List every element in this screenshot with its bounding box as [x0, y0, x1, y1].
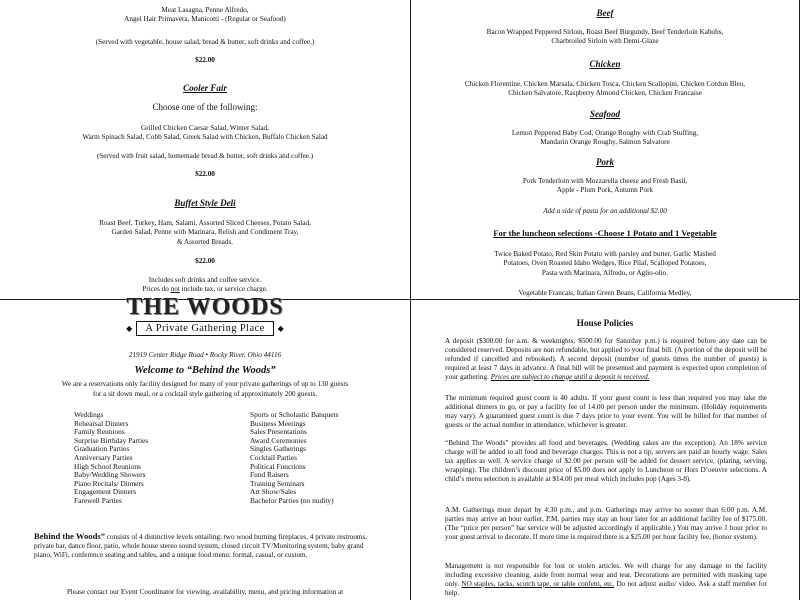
menu1-items-line1: Meat Lasagna, Penne Alfredo, [161, 6, 249, 14]
event-right-item: Award Ceremonies [250, 435, 307, 445]
potato-line1: Twice Baked Potato, Red Skin Potato with parsley and butter, Garlic Mashed [494, 250, 716, 258]
beef-items [411, 28, 799, 47]
panel-welcome [0, 294, 410, 600]
menu1-price: $22.00 [195, 56, 215, 64]
policy-management-text: Management is not responsible for lost or stolen articles. We will charge for any damage to the facility including excessive cleaning, aside from normal wear and tear. Decorations are permitted with masking tape only. [445, 562, 767, 588]
menu1-served: (Served with vegetable, house salad, bread & butter, soft drinks and coffee.) [95, 38, 315, 46]
intro-line1: We are a reservations only facility designed for many of your private gatherings of up to 130 guests [61, 380, 349, 388]
luncheon-title: For the luncheon selections -Choose 1 Potato and 1 Vegetable [493, 228, 717, 238]
policy-deposit [445, 337, 767, 382]
beef-title: Beef [596, 8, 614, 18]
event-right-item: Sales Presentations [250, 427, 307, 437]
pork-items-line1: Pork Tenderloin with Mozzarella cheese and Fresh Basil, [522, 177, 688, 185]
event-left-item: Weddings [74, 410, 104, 419]
policy-food-beverage: “Behind The Woods” provides all food and beverages. (Wedding cakes are the exception). An 18% service charge will be added to all food and beverage charges. This is not a tip, servers are paid an hourly wage. Sales tax applies as well. A service charge of $2.00 per person will be added for dessert service, (plating, serving, wrapping). The children’s discount price of $5.00 does not apply to Luncheon or Hors D’oeuvre selections. A child’s menu selection is available at $14.00 per meal which includes pop (Ages 3-8). [445, 439, 767, 483]
address: 21919 Center Ridge Road • Rocky River, Ohio 44116 [128, 351, 282, 359]
policy-management-note: NO staples, tacks, scotch tape, or table confetti, etc. [461, 579, 615, 588]
events-list-right [250, 411, 338, 506]
includes-note: Includes soft drinks and coffee service. [148, 276, 262, 284]
policy-management-tail: Do not adjust audio/ video. Ask a staff member for help. [445, 579, 767, 597]
chicken-items [411, 80, 799, 99]
intro [0, 379, 410, 399]
event-left-item: Surprise Birthday Parties [74, 435, 149, 445]
prices-note [0, 285, 410, 294]
event-left-item: Baby/Wedding Showers [74, 470, 146, 480]
chicken-items-line1: Chicken Florentine, Chicken Marsala, Chicken Tosca, Chicken Scallopini, Chicken Cordon Bleu, [464, 80, 746, 88]
chicken-title: Chicken [589, 59, 621, 69]
seafood-title: Seafood [590, 109, 620, 119]
events-list-left [74, 411, 148, 506]
panel-dinner-menu [410, 0, 800, 300]
event-right-item: Singles Gatherings [250, 444, 307, 454]
policy-guest-count: The minimum required guest count is 40 adults. If your guest count is less than required you may take the additional dinners to go, or pay a facility fee of 14.00 per person under the minimum. (Holiday requirements may vary). A guaranteed guest count is due 7 days prior to your event. You will be billed for that number of guests or the actual number in attendance, whichever is greater. [445, 394, 767, 429]
pasta-note: Add a side of pasta for an additional $2.00 [543, 207, 667, 215]
behind-description [34, 532, 374, 560]
logo-wordmark: THE WOODS [126, 294, 284, 320]
event-left-item: Farewell Parties [74, 495, 122, 505]
cooler-price: $22.00 [195, 170, 215, 178]
prices-not: not [170, 285, 180, 293]
logo [0, 294, 410, 336]
diamond-icon: ◆ [126, 324, 133, 333]
event-right-item: Cocktail Parties [250, 452, 298, 462]
policy-deposit-text: A deposit ($300.00 for a.m. & weeknights, $500.00 for Saturday p.m.) is required before any date can be considered reserved. Deposits are non refundable, but applied to your final bill. (A portion of the deposit will be refunded if cancelled and rebooked). A second deposit (number of guests times the number of guests) is required at least 7 days in advance. A final bill will be presented and payment is expected upon completion of your gathering. [445, 337, 767, 381]
logo-banner: A Private Gathering Place [136, 321, 273, 336]
behind-bold: Behind the Woods” [34, 531, 106, 541]
potato-line2: Potatoes, Oven Roasted Idaho Wedges, Rice Pilaf, Scalloped Potatoes, [503, 259, 707, 268]
event-right-item: Bachelor Parties (no nudity) [250, 495, 334, 505]
vegetable-options: Vegetable Francais, Italian Green Beans, California Medley, [518, 289, 692, 297]
cooler-items-line1: Grilled Chicken Caesar Salad, Winter Salad, [141, 124, 269, 132]
panel-lunch-menu [0, 0, 410, 300]
cooler-items [0, 124, 410, 143]
pork-title: Pork [596, 157, 614, 167]
event-left-item: Rehearsal Dinners [74, 418, 129, 428]
cooler-title: Cooler Fair [183, 83, 227, 93]
logo-banner-row [0, 318, 410, 336]
pork-items-line2: Apple - Plum Pork, Autumn Pork [556, 186, 654, 195]
event-left-item: Graduation Parties [74, 444, 130, 454]
contact-note: Please contact our Event Coordinator for viewing, availability, menu, and pricing information at [66, 588, 344, 596]
menu1-items [0, 6, 410, 25]
buffet-items-line1: Roast Beef, Turkey, Ham, Salami, Assorted Sliced Cheeses, Potato Salad, [99, 219, 311, 227]
beef-items-line2: Charbroiled Sirloin with Demi-Glaze [551, 37, 659, 46]
seafood-items-line2: Mandarin Orange Roughy, Salmon Salvatore [540, 138, 670, 147]
buffet-items-line2: Garden Salad, Penne with Marinara, Relish and Condiment Tray, [111, 228, 299, 237]
cooler-choose: Choose one of the following: [152, 102, 258, 112]
policy-management [445, 562, 767, 598]
policy-deposit-note: Prices are subject to change until a deposit is received. [490, 372, 650, 381]
menu1-items-line2: Angel Hair Primavera, Manicotti - (Regular or Seafood) [124, 15, 286, 24]
buffet-items [0, 219, 410, 247]
behind-text: consists of 4 distinctive levels entailing: two wood burning fireplaces, 4 private restrooms, private bar, dance floor, patio, whole house stereo sound system, closed circuit TV/Monitoring system, baby grand piano, WiFi, conference seating and tables, and a unique food menu: formal, casual, or custom. [34, 533, 368, 559]
pork-items [411, 177, 799, 196]
event-right-item: Art Show/Sales [250, 487, 297, 497]
event-right-item: Business Meetings [250, 418, 306, 428]
buffet-items-line3: & Assorted Breads. [176, 237, 234, 246]
prices-pre: Prices do [142, 285, 171, 293]
event-right-item: Fund Raisers [250, 470, 289, 480]
buffet-price: $22.00 [195, 257, 215, 265]
welcome-title: Welcome to “Behind the Woods” [134, 365, 276, 376]
buffet-title: Buffet Style Deli [174, 198, 236, 208]
event-right-item: Political Functions [250, 461, 306, 471]
event-left-item: Family Reunions [74, 427, 125, 437]
potato-line3: Pasta with Marinara, Alfredo, or Aglio-olio. [541, 268, 669, 277]
panel-house-policies [410, 300, 800, 600]
diamond-icon: ◆ [277, 324, 284, 333]
seafood-items [411, 129, 799, 148]
policy-times: A.M. Gatherings must depart by 4:30 p.m., and p.m. Gatherings may arrive no sooner than 6:00 p.m. A.M. parties may arrive an hour earlier, P.M. parties may stay an hour later for an additional facility fee of $175.00. (The “price per person” bar service will be adjusted accordingly if applicable.) You may arrive 1 hour prior to your guest arrival to decorate. If more time is required there is a $25.00 per hour facility fee, (honor system). [445, 506, 767, 541]
policies-title: House Policies [576, 318, 634, 328]
cooler-items-line2: Warm Spinach Salad, Cobb Salad, Greek Salad with Chicken, Buffalo Chicken Salad [82, 133, 328, 142]
cooler-served: (Served with fruit salad, homemade bread & butter, soft drinks and coffee.) [96, 152, 314, 160]
prices-post: include tax, or service charge. [179, 285, 268, 293]
event-left-item: High School Reunions [74, 461, 141, 471]
event-left-item: Piano Recitals/ Dinners [74, 478, 144, 488]
beef-items-line1: Bacon Wrapped Peppered Sirloin, Roast Beef Burgundy, Beef Tenderloin Kabobs, [486, 28, 724, 36]
seafood-items-line1: Lemon Peppered Baby Cod, Orange Roughy with Crab Stuffing, [511, 129, 699, 137]
chicken-items-line2: Chicken Salvatore, Raspberry Almond Chicken, Chicken Francaise [508, 89, 702, 98]
event-right-item: Sports or Scholastic Banquets [250, 410, 339, 419]
event-right-item: Training Seminars [250, 478, 305, 488]
intro-line2: for a sit down meal, or a cocktail style gathering of approximately 200 guests. [92, 390, 318, 398]
event-left-item: Anniversary Parties [74, 452, 133, 462]
event-left-item: Engagement Dinners [74, 487, 137, 497]
potato-options [411, 250, 799, 278]
